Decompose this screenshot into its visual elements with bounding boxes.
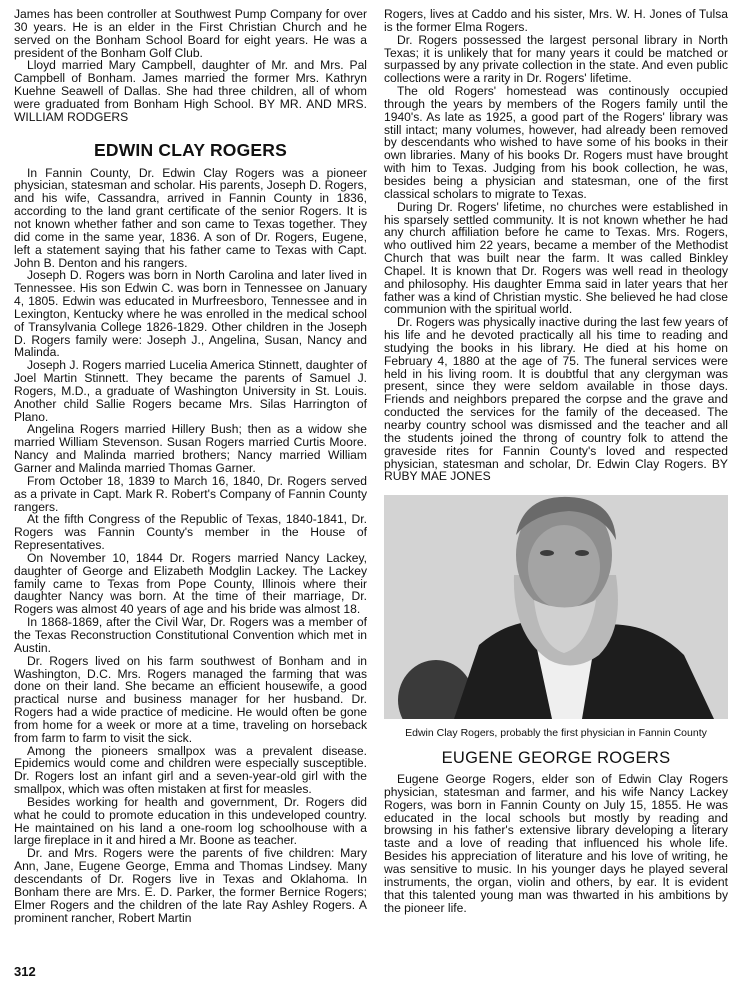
eugene-paragraph: Eugene George Rogers, elder son of Edwin Clay Rogers physician, statesman and farmer, and his wife Nancy Lackey Rogers, was born in Fannin County on July 15, 1855. He was educated in the local schools but mostly by reading and browsing in his father's extensive library developing a literary taste and a love of reading that influenced his whole life. Besides his appreciation of literature and his love of writing, he was sensitive to music. In his younger days he played several instruments, the organ, violin and others, by ear. It is evident that this talented young man was thwarted in his ambitions by the pioneer life.	[384, 772, 728, 915]
body-paragraph: During Dr. Rogers' lifetime, no churches were established in his sparsely settled community. It is not known whether he had any church affiliation before he came to Texas. Mrs. Rogers, who outlived him 22 years, became a member of the Methodist Church that was built near the farm. It was called Binkley Chapel. It is known that Dr. Rogers was well read in theology and philosophy. His daughter Emma said in later years that her father was a kind of Christian mystic. She believed he had close communion with the spiritual world.	[384, 199, 728, 317]
photo-caption: Edwin Clay Rogers, probably the first physician in Fannin County	[405, 727, 707, 740]
intro-paragraph-1: James has been controller at Southwest Pump Company for over 30 years. He is an elder in the First Christian Church and he served on the Bonham School Board for eight years. He was a president of the Bonham Golf Club.	[14, 7, 367, 60]
body-paragraph: In Fannin County, Dr. Edwin Clay Rogers was a pioneer physician, statesman and scholar. His parents, Joseph D. Rogers, and his wife, Cassandra, arrived in Fannin County in 1836, according to the land grant certificate of the senior Rogers. It is not known whether father and son came to Texas together. They did come in the same year, 1836. A son of Dr. Rogers, Eugene, left a statement saying that his father came to Texas with Capt. John B. Denton and his rangers.	[14, 165, 367, 270]
body-paragraph: Among the pioneers smallpox was a prevalent disease. Epidemics would come and children were especially susceptible. Dr. Rogers lost an infant girl and a seven-year-old girl with the smallpox, which was often mistaken at first for measles.	[14, 743, 367, 797]
body-paragraph: Angelina Rogers married Hillery Bush; then as a widow she married William Stevenson. Susan Rogers married Curtis Moore. Nancy and Malinda married brothers; Nancy married William Garner and Malinda married Thomas Garner.	[14, 422, 367, 475]
portrait-illustration	[384, 495, 728, 719]
body-paragraph: Dr. and Mrs. Rogers were the parents of five children: Mary Ann, Jane, Eugene George, Emma and Thomas Lindsey. Many descendants of Dr. Rogers live in Texas and Oklahoma. In Bonham there are Mrs. E. D. Parker, the former Bernice Rogers; Elmer Rogers and the children of the late Ray Ashley Rogers. A prominent rancher, Robert Martin	[14, 846, 367, 925]
page-number: 312	[14, 964, 36, 979]
body-paragraph: Dr. Rogers lived on his farm southwest of Bonham and in Washington, D.C. Mrs. Rogers managed the farming that was done on their land. She became an efficient housewife, a good practical nurse and business manager for her husband. Dr. Rogers had a wide practice of medicine. He would often be gone from home for a week or more at a time, traveling on horseback from farm to farm to visit the sick.	[14, 653, 367, 745]
body-paragraph: At the fifth Congress of the Republic of Texas, 1840-1841, Dr. Rogers was Fannin County's member in the House of Representatives.	[14, 512, 367, 553]
article-title-eugene: EUGENE GEORGE ROGERS	[441, 749, 671, 768]
body-paragraph: In 1868-1869, after the Civil War, Dr. Rogers was a member of the Texas Reconstruction Constitutional Convention which met in Austin.	[14, 615, 367, 655]
article-title-edwin: EDWIN CLAY ROGERS	[93, 139, 287, 160]
continued-paragraph: Rogers, lives at Caddo and his sister, Mrs. W. H. Jones of Tulsa is the former Elma Rogers.	[384, 7, 728, 34]
body-paragraph: The old Rogers' homestead was continously occupied through the years by members of the Rogers family until the 1940's. As late as 1925, a good part of the Rogers' library was still intact; many volumes, however, had already been removed by descendants who wished to have some of his books in their own libraries. Many of his books Dr. Rogers must have brought with him to Texas. Judging from his book collection, he was, besides being a physician and statesman, one of the first classical scholars to migrate to Texas.	[384, 84, 728, 201]
body-paragraph: Dr. Rogers was physically inactive during the last few years of his life and he devoted practically all his time to reading and studying the books in his library. He died at his home on February 4, 1880 at the age of 75. The funeral services were held in his living room. It is doubtful that any clergyman was present, since they were seldom available in those days. Friends and neighbors prepared the corpse and the grave and conducted the services for the family of the deceased. The nearby country school was dismissed and the teacher and all the students joined the throng of country folk to attend the graveside rites for Fannin County's loved and respected physician, statesman and scholar, Dr. Edwin Clay Rogers. BY RUBY MAE JONES	[384, 315, 728, 484]
body-paragraph: Joseph J. Rogers married Lucelia America Stinnett, daughter of Joel Martin Stinnett. They became the parents of Samuel J. Rogers, M.D., a graduate of Washington University in St. Louis. Another child Sallie Rogers became Mrs. Silas Harrington of Plano.	[14, 358, 367, 424]
intro-paragraph-2: Lloyd married Mary Campbell, daughter of Mr. and Mrs. Pal Campbell of Bonham. James married the former Mrs. Kathryn Kuehne Seawell of Dallas. She had three children, all of whom were graduated from Bonham High School. BY MR. AND MRS. WILLIAM RODGERS	[14, 58, 367, 124]
body-paragraph: Joseph D. Rogers was born in North Carolina and later lived in Tennessee. His son Edwin C. was born in Tennessee on January 4, 1805. Edwin was educated in Murfreesboro, Tennessee and in Lexington, Kentucky where he was enrolled in the medical school of Transylvania College 1826-1829. Other children in the Joseph D. Rogers family were: Joseph J., Angelina, Susan, Nancy and Malinda.	[14, 268, 367, 360]
body-paragraph: On November 10, 1844 Dr. Rogers married Nancy Lackey, daughter of George and Elizabeth Modglin Lackey. The Lackey family came to Texas from Pope County, Illinois where their daughter Nancy was born. At the time of their marriage, Dr. Rogers was almost 40 years of age and his bride was almost 18.	[14, 550, 367, 617]
right-column	[384, 8, 728, 914]
body-paragraph: Dr. Rogers possessed the largest personal library in North Texas; it is unlikely that for many years it could be matched or surpassed by any private collection in the state. And even public collections were a rarity in Dr. Rogers' lifetime.	[384, 32, 728, 86]
body-paragraph: Besides working for health and government, Dr. Rogers did what he could to promote education in this undeveloped country. He maintained on his land a one-room log schoolhouse with a large fireplace in it and hired a Mr. Boone as teacher.	[14, 794, 367, 848]
body-paragraph: From October 18, 1839 to March 16, 1840, Dr. Rogers served as a private in Capt. Mark R. Robert's Company of Fannin County rangers.	[14, 473, 367, 514]
left-column	[14, 8, 367, 924]
portrait-photo	[384, 495, 728, 719]
